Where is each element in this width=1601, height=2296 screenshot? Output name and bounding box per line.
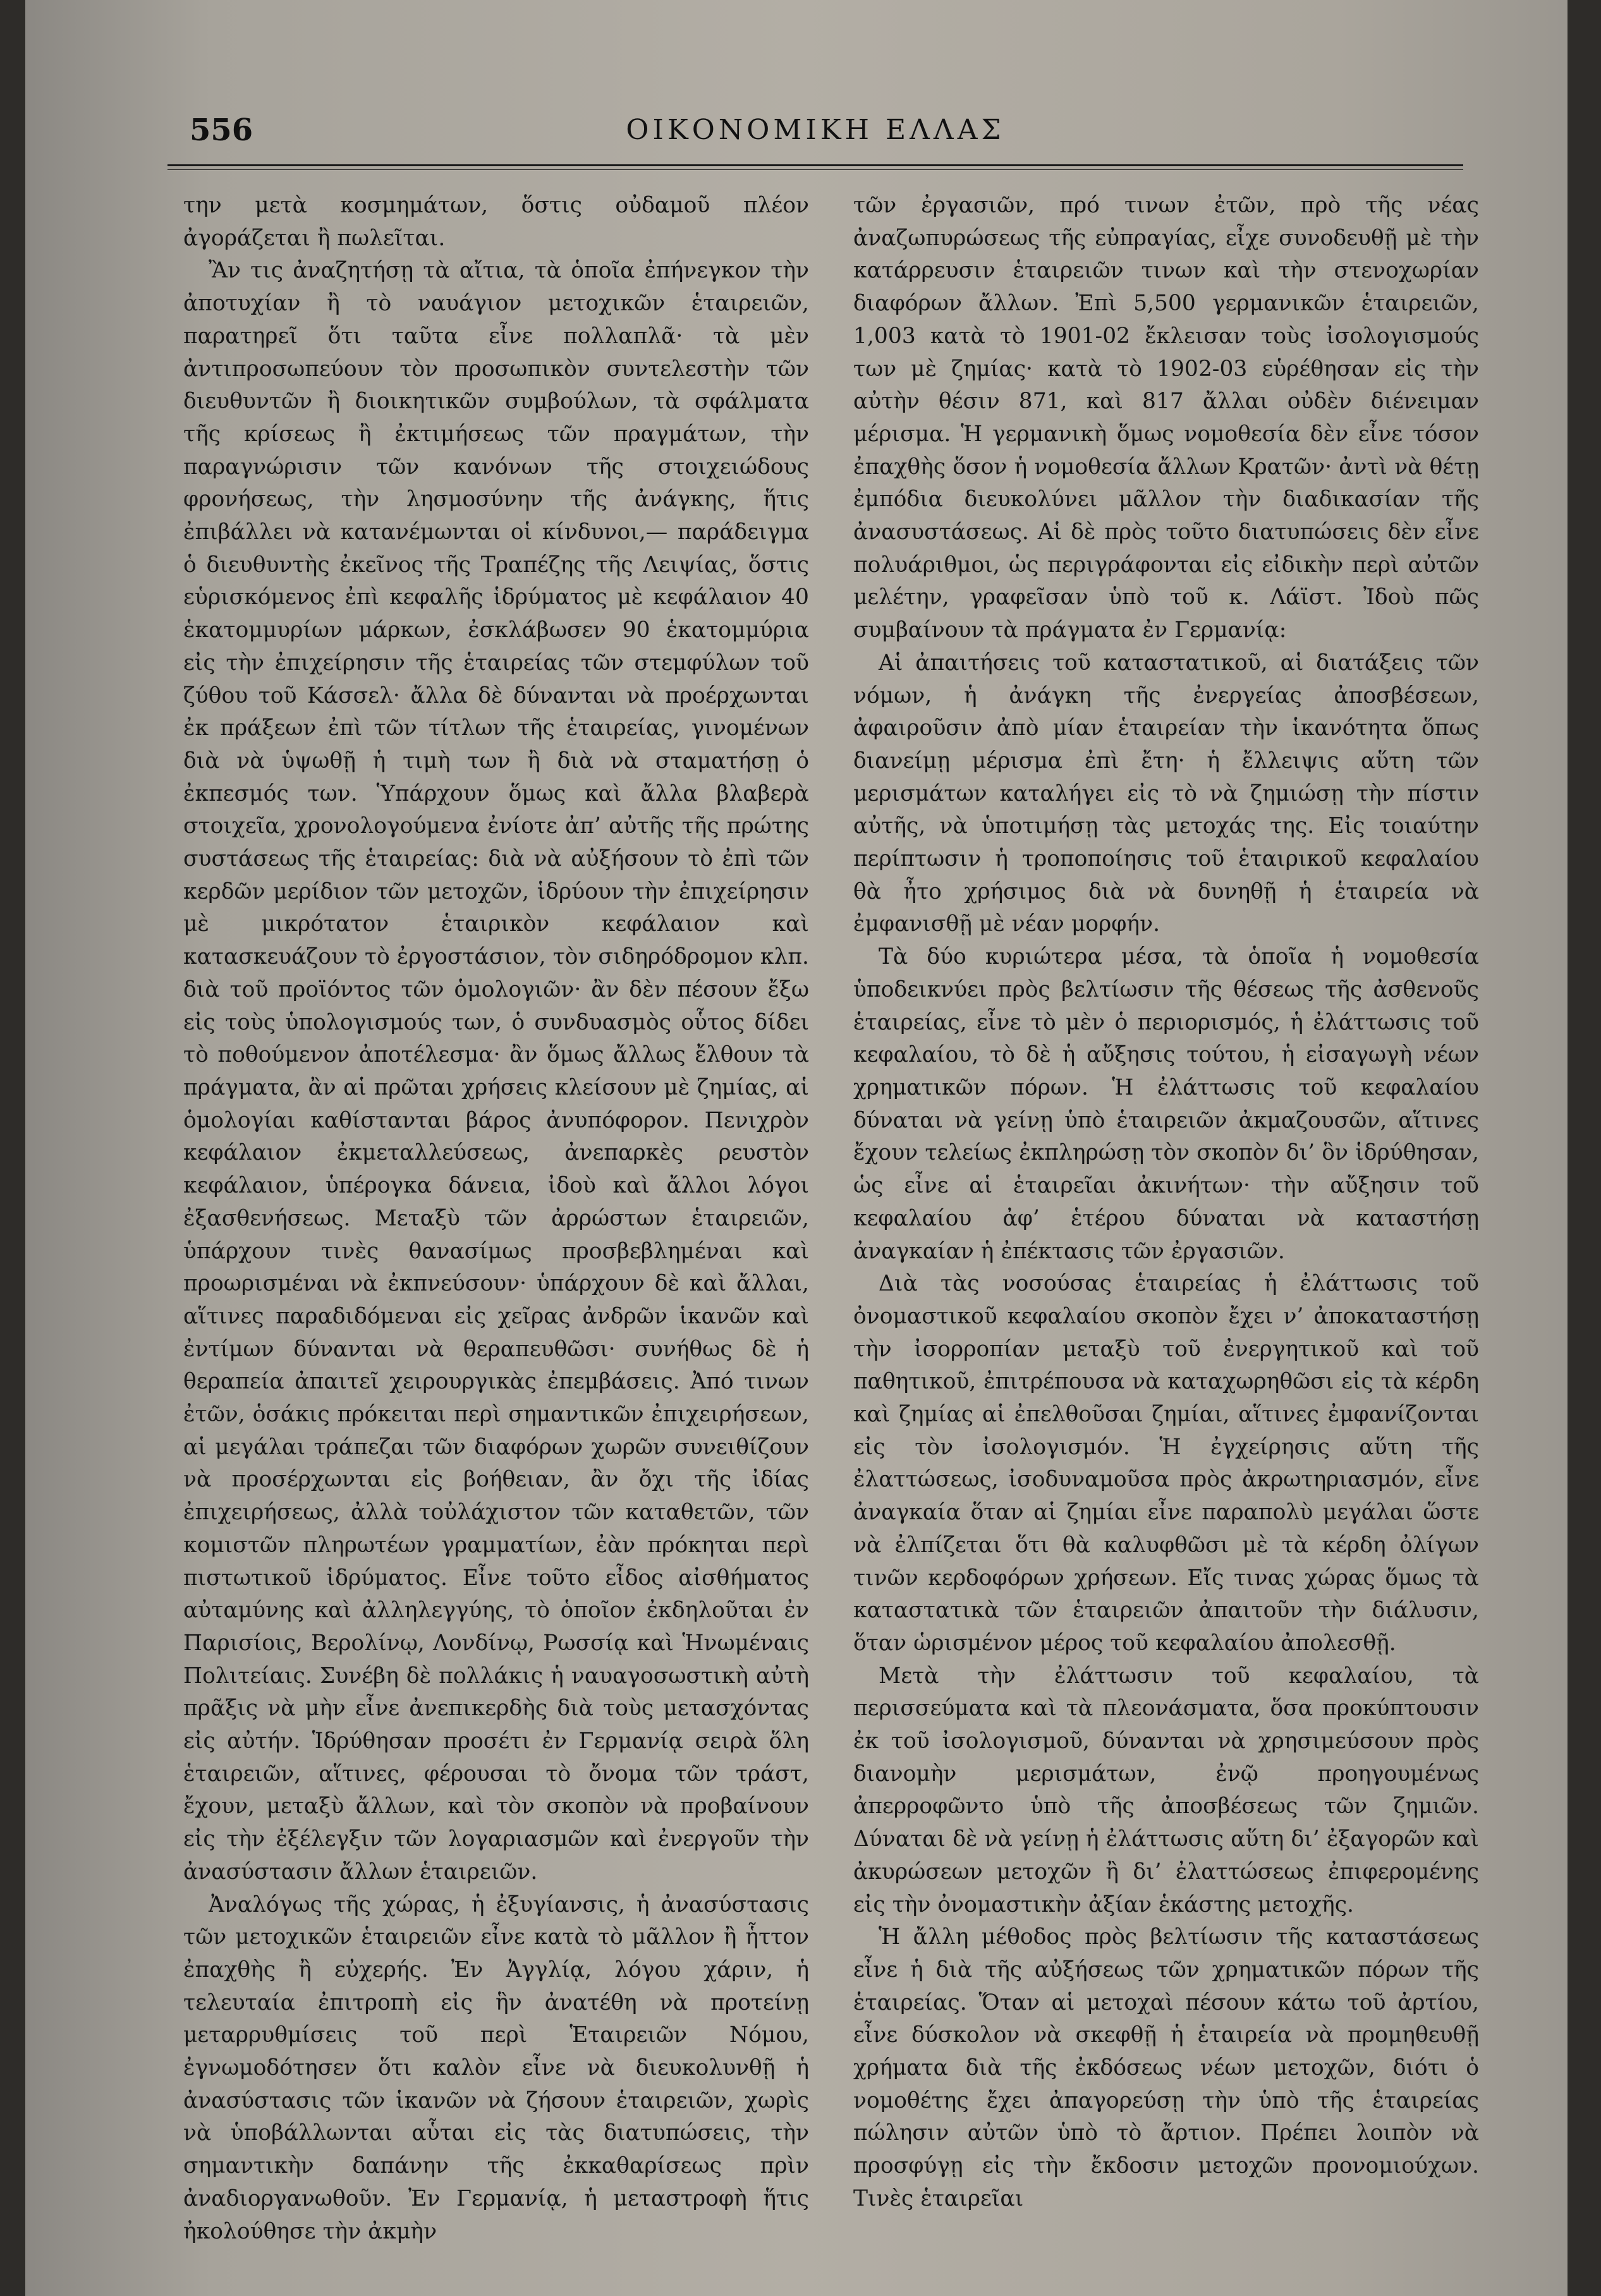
left-column <box>183 190 809 2244</box>
paragraph: Μετὰ τὴν ἐλάττωσιν τοῦ κεφαλαίου, τὰ περισσεύματα καὶ τὰ πλεονάσματα, ὅσα προκύπτουσιν ἐκ τοῦ ἰσολογισμοῦ, δύνανται νὰ χρησιμεύσουν πρὸς διανομὴν μερισμάτων, ἐνῷ προηγουμένως ἀπερροφῶντο ὑπὸ τῆς ἀποσβέσεως τῶν ζημιῶν. Δύναται δὲ νὰ γείνῃ ἡ ἐλάττωσις αὕτη δι’ ἐξαγορῶν καὶ ἀκυρώσεων μετοχῶν ἢ δι’ ἐλαττώσεως ἐπιφερομένης εἰς τὴν ὀνομαστικὴν ἀξίαν ἑκάστης μετοχῆς. <box>853 1663 1479 1917</box>
page-sheet <box>25 0 1568 2296</box>
header-rule-thick <box>167 164 1463 166</box>
paragraph: Τὰ δύο κυριώτερα μέσα, τὰ ὁποῖα ἡ νομοθεσία ὑποδεικνύει πρὸς βελτίωσιν τῆς θέσεως τῆς ἀσθενοῦς ἑταιρείας, εἶνε τὸ μὲν ὁ περιορισμός, ἡ ἐλάττωσις τοῦ κεφαλαίου, τὸ δὲ ἡ αὔξησις τούτου, ἡ εἰσαγωγὴ νέων χρηματικῶν πόρων. Ἡ ἐλάττωσις τοῦ κεφαλαίου δύναται νὰ γείνῃ ὑπὸ ἑταιρειῶν ἀκμαζουσῶν, αἵτινες ἔχουν τελείως ἐκπληρώσῃ τὸν σκοπὸν δι’ ὃν ἱδρύθησαν, ὡς εἶνε αἱ ἑταιρεῖαι ἀκινήτων· τὴν αὔξησιν τοῦ κεφαλαίου ἀφ’ ἑτέρου δύναται νὰ καταστήσῃ ἀναγκαίαν ἡ ἐπέκτασις τῶν ἐργασιῶν. <box>853 944 1479 1264</box>
running-title: ΟΙΚΟΝΟΜΙΚΗ ΕΛΛΑΣ <box>626 114 1005 146</box>
paragraph: τῶν ἐργασιῶν, πρό τινων ἐτῶν, πρὸ τῆς νέας ἀναζωπυρώσεως τῆς εὐπραγίας, εἶχε συνοδευθῇ μὲ τὴν κατάρρευσιν ἑταιρειῶν τινων καὶ τὴν στενοχωρίαν διαφόρων ἄλλων. Ἐπὶ 5,500 γερμανικῶν ἑταιρειῶν, 1,003 κατὰ τὸ 1901-02 ἔκλεισαν τοὺς ἰσολογισμούς των μὲ ζημίας· κατὰ τὸ 1902-03 εὑρέθησαν εἰς τὴν αὐτὴν θέσιν 871, καὶ 817 ἄλλαι οὐδὲν διένειμαν μέρισμα. Ἡ γερμανικὴ ὅμως νομοθεσία δὲν εἶνε τόσον ἐπαχθὴς ὅσον ἡ νομοθεσία ἄλλων Κρατῶν· ἀντὶ νὰ θέτῃ ἐμπόδια διευκολύνει μᾶλλον τὴν διαδικασίαν τῆς ἀνασυστάσεως. Αἱ δὲ πρὸς τοῦτο διατυπώσεις δὲν εἶνε πολυάριθμοι, ὡς περιγράφονται εἰς εἰδικὴν περὶ αὐτῶν μελέτην, γραφεῖσαν ὑπὸ τοῦ κ. Λάϊστ. Ἰδοὺ πῶς συμβαίνουν τὰ πράγματα ἐν Γερμανίᾳ: <box>853 193 1479 643</box>
header-rule-thin <box>167 169 1463 170</box>
paragraph: την μετὰ κοσμημάτων, ὅστις οὐδαμοῦ πλέον ἀγοράζεται ἢ πωλεῖται. <box>183 193 809 251</box>
paragraph: Ἀναλόγως τῆς χώρας, ἡ ἐξυγίανσις, ἡ ἀνασύστασις τῶν μετοχικῶν ἑταιρειῶν εἶνε κατὰ τὸ μᾶλλον ἢ ἧττον ἐπαχθὴς ἢ εὐχερής. Ἐν Ἀγγλίᾳ, λόγου χάριν, ἡ τελευταία ἐπιτροπὴ εἰς ἣν ἀνατέθη νὰ προτείνῃ μεταρρυθμίσεις τοῦ περὶ Ἑταιρειῶν Νόμου, ἐγνωμοδότησεν ὅτι καλὸν εἶνε νὰ διευκολυνθῇ ἡ ἀνασύστασις τῶν ἱκανῶν νὰ ζήσουν ἑταιρειῶν, χωρὶς νὰ ὑποβάλλωνται αὗται εἰς τὰς διατυπώσεις, τὴν σημαντικὴν δαπάνην τῆς ἐκκαθαρίσεως πρὶν ἀναδιοργανωθοῦν. Ἐν Γερμανίᾳ, ἡ μεταστροφὴ ἥτις ἠκολούθησε τὴν ἀκμὴν <box>183 1892 809 2244</box>
page-header <box>167 107 1463 158</box>
page-number: 556 <box>190 112 253 148</box>
paragraph: Ἡ ἄλλη μέθοδος πρὸς βελτίωσιν τῆς καταστάσεως εἶνε ἡ διὰ τῆς αὐξήσεως τῶν χρηματικῶν πόρων τῆς ἑταιρείας. Ὅταν αἱ μετοχαὶ πέσουν κάτω τοῦ ἀρτίου, εἶνε δύσκολον νὰ σκεφθῇ ἡ ἑταιρεία νὰ προμηθευθῇ χρήματα διὰ τῆς ἐκδόσεως νέων μετοχῶν, διότι ὁ νομοθέτης ἔχει ἀπαγορεύσῃ τὴν ὑπὸ τῆς ἑταιρείας πώλησιν αὐτῶν ὑπὸ τὸ ἄρτιον. Πρέπει λοιπὸν νὰ προσφύγῃ εἰς τὴν ἔκδοσιν μετοχῶν προνομιούχων. Τινὲς ἑταιρεῖαι <box>853 1924 1479 2211</box>
right-column <box>853 190 1479 2244</box>
paragraph: Ἂν τις ἀναζητήσῃ τὰ αἴτια, τὰ ὁποῖα ἐπήνεγκον τὴν ἀποτυχίαν ἢ τὸ ναυάγιον μετοχικῶν ἑταιρειῶν, παρατηρεῖ ὅτι ταῦτα εἶνε πολλαπλᾶ· τὰ μὲν ἀντιπροσωπεύουν τὸν προσωπικὸν συντελεστὴν τῶν διευθυντῶν ἢ διοικητικῶν συμβούλων, τὰ σφάλματα τῆς κρίσεως ἢ ἐκτιμήσεως τῶν πραγμάτων, τὴν παραγνώρισιν τῶν κανόνων τῆς στοιχειώδους φρονήσεως, τὴν λησμοσύνην τῆς ἀνάγκης, ἥτις ἐπιβάλλει νὰ κατανέμωνται οἱ κίνδυνοι,— παράδειγμα ὁ διευθυντὴς ἐκεῖνος τῆς Τραπέζης τῆς Λειψίας, ὅστις εὑρισκόμενος ἐπὶ κεφαλῆς ἱδρύματος μὲ κεφάλαιον 40 ἑκατομμυρίων μάρκων, ἐσκλάβωσεν 90 ἑκατομμύρια εἰς τὴν ἐπιχείρησιν τῆς ἑταιρείας τῶν στεμφύλων τοῦ ζύθου τοῦ Κάσσελ· ἄλλα δὲ δύνανται νὰ προέρχωνται ἐκ πράξεων ἐπὶ τῶν τίτλων τῆς ἑταιρείας, γινομένων διὰ νὰ ὑψωθῇ ἡ τιμὴ των ἢ διὰ νὰ σταματήσῃ ὁ ἐκπεσμός των. Ὑπάρχουν ὅμως καὶ ἄλλα βλαβερὰ στοιχεῖα, χρονολογούμενα ἐνίοτε ἀπ’ αὐτῆς τῆς πρώτης συστάσεως τῆς ἑταιρείας: διὰ νὰ αὐξήσουν τὸ ἐπὶ τῶν κερδῶν μερίδιον τῶν μετοχῶν, ἱδρύουν τὴν ἐπιχείρησιν μὲ μικρότατον ἑταιρικὸν κεφάλαιον καὶ κατασκευάζουν τὸ ἐργοστάσιον, τὸν σιδηρόδρομον κλπ. διὰ τοῦ προϊόντος τῶν ὁμολογιῶν· ἂν δὲν πέσουν ἔξω εἰς τοὺς ὑπολογισμούς των, ὁ συνδυασμὸς οὗτος δίδει τὸ ποθούμενον ἀποτέλεσμα· ἂν ὅμως ἄλλως ἔλθουν τὰ πράγματα, ἂν αἱ πρῶται χρήσεις κλείσουν μὲ ζημίας, αἱ ὁμολογίαι καθίστανται βάρος ἀνυπόφορον. Πενιχρὸν κεφάλαιον ἐκμεταλλεύσεως, ἀνεπαρκὲς ρευστὸν κεφάλαιον, ὑπέρογκα δάνεια, ἰδοὺ καὶ ἄλλοι λόγοι ἐξασθενήσεως. Μεταξὺ τῶν ἀρρώστων ἑταιρειῶν, ὑπάρχουν τινὲς θανασίμως προσβεβλημέναι καὶ προωρισμέναι νὰ ἐκπνεύσουν· ὑπάρχουν δὲ καὶ ἄλλαι, αἵτινες παραδιδόμεναι εἰς χεῖρας ἀνδρῶν ἱκανῶν καὶ ἐντίμων δύνανται νὰ θεραπευθῶσι· συνήθως δὲ ἡ θεραπεία ἀπαιτεῖ χειρουργικὰς ἐπεμβάσεις. Ἀπό τινων ἐτῶν, ὁσάκις πρόκειται περὶ σημαντικῶν ἐπιχειρήσεων, αἱ μεγάλαι τράπεζαι τῶν διαφόρων χωρῶν συνειθίζουν νὰ προσέρχωνται εἰς βοήθειαν, ἂν ὄχι τῆς ἰδίας ἐπιχειρήσεως, ἀλλὰ τοὐλάχιστον τῶν καταθετῶν, τῶν κομιστῶν πληρωτέων γραμματίων, ἐὰν πρόκηται περὶ πιστωτικοῦ ἱδρύματος. Εἶνε τοῦτο εἶδος αἰσθήματος αὐταμύνης καὶ ἀλληλεγγύης, τὸ ὁποῖον ἐκδηλοῦται ἐν Παρισίοις, Βερολίνῳ, Λονδίνῳ, Ρωσσίᾳ καὶ Ἡνωμέναις Πολιτείαις. Συνέβη δὲ πολλάκις ἡ ναυαγοσωστικὴ αὐτὴ πρᾶξις νὰ μὴν εἶνε ἀνεπικερδὴς διὰ τοὺς μετασχόντας εἰς αὐτήν. Ἱδρύθησαν προσέτι ἐν Γερμανίᾳ σειρὰ ὅλη ἑταιρειῶν, αἵτινες, φέρουσαι τὸ ὄνομα τῶν τράστ, ἔχουν, μεταξὺ ἄλλων, καὶ τὸν σκοπὸν νὰ προβαίνουν εἰς τὴν ἐξέλεγξιν τῶν λογαριασμῶν καὶ ἐνεργοῦν τὴν ἀνασύστασιν ἄλλων ἑταιρειῶν. <box>183 258 809 1885</box>
paragraph: Διὰ τὰς νοσούσας ἑταιρείας ἡ ἐλάττωσις τοῦ ὀνομαστικοῦ κεφαλαίου σκοπὸν ἔχει ν’ ἀποκαταστήσῃ τὴν ἰσορροπίαν μεταξὺ τοῦ ἐνεργητικοῦ καὶ τοῦ παθητικοῦ, ἐπιτρέπουσα νὰ καταχωρηθῶσι εἰς τὰ κέρδη καὶ ζημίας αἱ ἐπελθοῦσαι ζημίαι, αἵτινες ἐμφανίζονται εἰς τὸν ἰσολογισμόν. Ἡ ἐγχείρησις αὕτη τῆς ἐλαττώσεως, ἰσοδυναμοῦσα πρὸς ἀκρωτηριασμόν, εἶνε ἀναγκαία ὅταν αἱ ζημίαι εἶνε παραπολὺ μεγάλαι ὥστε νὰ ἐλπίζεται ὅτι θὰ καλυφθῶσι μὲ τὰ κέρδη ὀλίγων τινῶν κερδοφόρων χρήσεων. Εἴς τινας χώρας ὅμως τὰ καταστατικὰ τῶν ἑταιρειῶν ἀπαιτοῦν τὴν διάλυσιν, ὅταν ὡρισμένον μέρος τοῦ κεφαλαίου ἀπολεσθῇ. <box>853 1271 1479 1656</box>
paragraph: Αἱ ἀπαιτήσεις τοῦ καταστατικοῦ, αἱ διατάξεις τῶν νόμων, ἡ ἀνάγκη τῆς ἐνεργείας ἀποσβέσεων, ἀφαιροῦσιν ἀπὸ μίαν ἑταιρείαν τὴν ἱκανότητα ὅπως διανείμῃ μέρισμα ἐπὶ ἔτη· ἡ ἔλλειψις αὕτη τῶν μερισμάτων καταλήγει εἰς τὸ νὰ ζημιώσῃ τὴν πίστιν αὐτῆς, νὰ ὑποτιμήσῃ τὰς μετοχάς της. Εἰς τοιαύτην περίπτωσιν ἡ τροποποίησις τοῦ ἑταιρικοῦ κεφαλαίου θὰ ἦτο χρήσιμος διὰ νὰ δυνηθῇ ἡ ἑταιρεία νὰ ἐμφανισθῇ μὲ νέαν μορφήν. <box>853 650 1479 937</box>
